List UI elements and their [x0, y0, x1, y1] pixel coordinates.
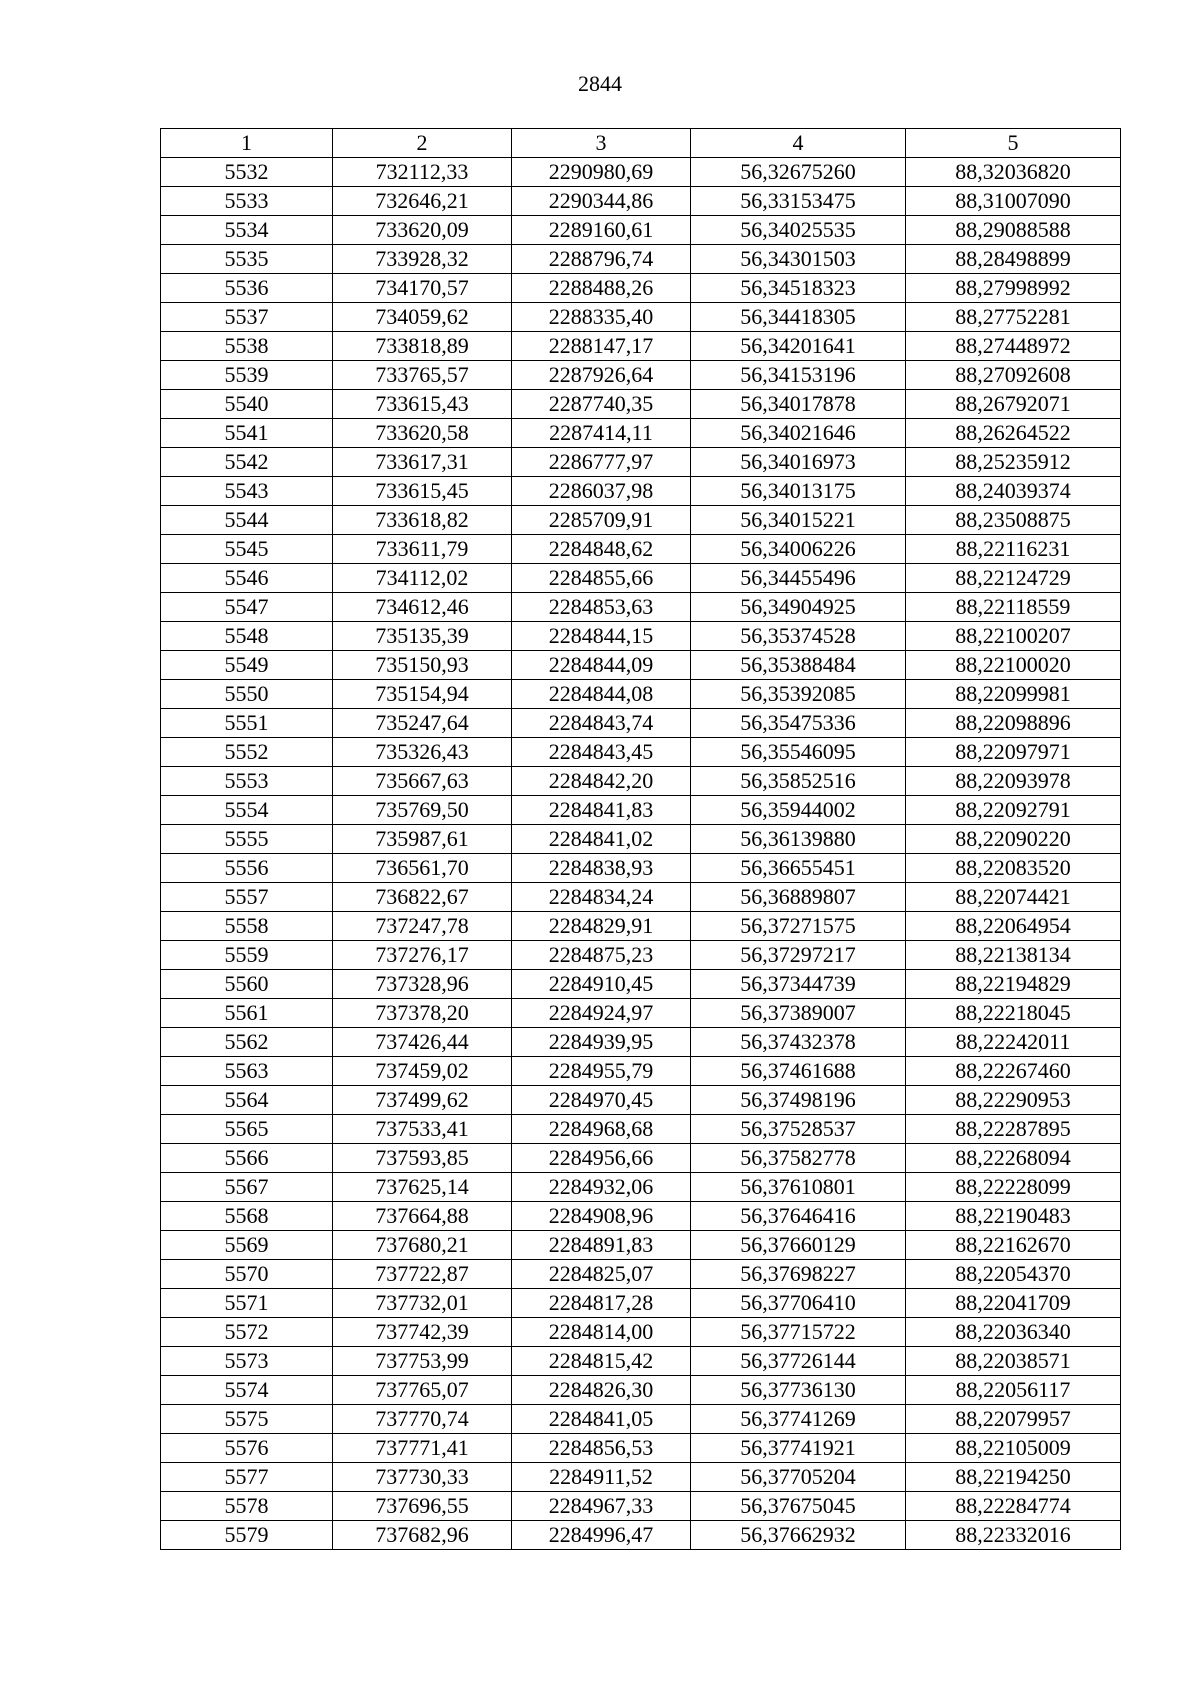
- table-cell-col-1: 5573: [161, 1347, 333, 1376]
- table-cell-col-2: 733928,32: [333, 245, 512, 274]
- table-row: [161, 1405, 1121, 1434]
- table-row: [161, 1115, 1121, 1144]
- table-cell-col-5: 88,22332016: [906, 1521, 1121, 1550]
- table-cell-col-2: 736822,67: [333, 883, 512, 912]
- table-cell-col-4: 56,37662932: [691, 1521, 906, 1550]
- table-cell-col-3: 2284853,63: [512, 593, 691, 622]
- table-cell-col-5: 88,31007090: [906, 187, 1121, 216]
- table-cell-col-4: 56,35944002: [691, 796, 906, 825]
- table-cell-col-3: 2284956,66: [512, 1144, 691, 1173]
- table-cell-col-5: 88,22041709: [906, 1289, 1121, 1318]
- table-row: [161, 825, 1121, 854]
- table-cell-col-2: 733620,09: [333, 216, 512, 245]
- table-cell-col-1: 5537: [161, 303, 333, 332]
- table-cell-col-1: 5535: [161, 245, 333, 274]
- table-cell-col-5: 88,27752281: [906, 303, 1121, 332]
- table-row: [161, 477, 1121, 506]
- table-cell-col-1: 5569: [161, 1231, 333, 1260]
- table-cell-col-1: 5565: [161, 1115, 333, 1144]
- table-cell-col-4: 56,37706410: [691, 1289, 906, 1318]
- table-cell-col-2: 733611,79: [333, 535, 512, 564]
- table-cell-col-4: 56,37660129: [691, 1231, 906, 1260]
- table-cell-col-5: 88,22287895: [906, 1115, 1121, 1144]
- table-cell-col-2: 733615,45: [333, 477, 512, 506]
- table-cell-col-4: 56,37698227: [691, 1260, 906, 1289]
- table-cell-col-1: 5543: [161, 477, 333, 506]
- table-cell-col-4: 56,37528537: [691, 1115, 906, 1144]
- table-cell-col-2: 734170,57: [333, 274, 512, 303]
- table-cell-col-4: 56,34518323: [691, 274, 906, 303]
- table-row: [161, 1318, 1121, 1347]
- table-cell-col-3: 2284932,06: [512, 1173, 691, 1202]
- table-row: [161, 361, 1121, 390]
- table-cell-col-3: 2284856,53: [512, 1434, 691, 1463]
- table-row: [161, 1202, 1121, 1231]
- table-cell-col-4: 56,35546095: [691, 738, 906, 767]
- table-cell-col-2: 735247,64: [333, 709, 512, 738]
- table-cell-col-4: 56,34015221: [691, 506, 906, 535]
- table-cell-col-2: 737426,44: [333, 1028, 512, 1057]
- table-cell-col-2: 733765,57: [333, 361, 512, 390]
- table-cell-col-5: 88,22064954: [906, 912, 1121, 941]
- table-cell-col-5: 88,22074421: [906, 883, 1121, 912]
- table-cell-col-5: 88,22194250: [906, 1463, 1121, 1492]
- table-cell-col-5: 88,22036340: [906, 1318, 1121, 1347]
- table-cell-col-1: 5544: [161, 506, 333, 535]
- table-cell-col-2: 733615,43: [333, 390, 512, 419]
- table-cell-col-5: 88,29088588: [906, 216, 1121, 245]
- table-cell-col-5: 88,22267460: [906, 1057, 1121, 1086]
- table-cell-col-1: 5550: [161, 680, 333, 709]
- table-cell-col-1: 5547: [161, 593, 333, 622]
- table-row: [161, 1289, 1121, 1318]
- table-cell-col-4: 56,34904925: [691, 593, 906, 622]
- table-cell-col-1: 5559: [161, 941, 333, 970]
- table-cell-col-1: 5574: [161, 1376, 333, 1405]
- table-cell-col-3: 2284841,02: [512, 825, 691, 854]
- table-cell-col-2: 737765,07: [333, 1376, 512, 1405]
- table-row: [161, 767, 1121, 796]
- table-cell-col-3: 2284955,79: [512, 1057, 691, 1086]
- table-cell-col-3: 2284968,68: [512, 1115, 691, 1144]
- table-cell-col-3: 2286037,98: [512, 477, 691, 506]
- table-row: [161, 564, 1121, 593]
- table-cell-col-3: 2284814,00: [512, 1318, 691, 1347]
- table-row: [161, 506, 1121, 535]
- table-row: [161, 883, 1121, 912]
- table-row: [161, 1376, 1121, 1405]
- table-cell-col-1: 5576: [161, 1434, 333, 1463]
- table-cell-col-5: 88,22284774: [906, 1492, 1121, 1521]
- table-cell-col-4: 56,37271575: [691, 912, 906, 941]
- table-cell-col-1: 5555: [161, 825, 333, 854]
- table-cell-col-4: 56,36139880: [691, 825, 906, 854]
- table-cell-col-1: 5578: [161, 1492, 333, 1521]
- table-cell-col-1: 5579: [161, 1521, 333, 1550]
- table-row: [161, 1521, 1121, 1550]
- table-cell-col-2: 737276,17: [333, 941, 512, 970]
- table-row: [161, 274, 1121, 303]
- column-header-1: 1: [161, 129, 333, 158]
- table-cell-col-5: 88,22138134: [906, 941, 1121, 970]
- table-cell-col-1: 5561: [161, 999, 333, 1028]
- table-cell-col-4: 56,37715722: [691, 1318, 906, 1347]
- table-cell-col-2: 737696,55: [333, 1492, 512, 1521]
- table-cell-col-4: 56,36889807: [691, 883, 906, 912]
- table-cell-col-3: 2284910,45: [512, 970, 691, 999]
- table-row: [161, 1347, 1121, 1376]
- table-cell-col-1: 5572: [161, 1318, 333, 1347]
- column-header-2: 2: [333, 129, 512, 158]
- table-cell-col-3: 2284834,24: [512, 883, 691, 912]
- table-cell-col-3: 2290344,86: [512, 187, 691, 216]
- table-cell-col-5: 88,28498899: [906, 245, 1121, 274]
- table-row: [161, 912, 1121, 941]
- table-cell-col-4: 56,34455496: [691, 564, 906, 593]
- table-cell-col-5: 88,22097971: [906, 738, 1121, 767]
- table-cell-col-1: 5542: [161, 448, 333, 477]
- table-row: [161, 535, 1121, 564]
- table-cell-col-5: 88,22038571: [906, 1347, 1121, 1376]
- table-cell-col-3: 2284967,33: [512, 1492, 691, 1521]
- table-cell-col-3: 2287414,11: [512, 419, 691, 448]
- table-cell-col-4: 56,37344739: [691, 970, 906, 999]
- table-row: [161, 970, 1121, 999]
- table-row: [161, 1463, 1121, 1492]
- table-cell-col-1: 5564: [161, 1086, 333, 1115]
- table-cell-col-3: 2284875,23: [512, 941, 691, 970]
- table-cell-col-3: 2289160,61: [512, 216, 691, 245]
- table-cell-col-3: 2284841,05: [512, 1405, 691, 1434]
- table-cell-col-1: 5532: [161, 158, 333, 187]
- table-cell-col-1: 5575: [161, 1405, 333, 1434]
- table-cell-col-3: 2285709,91: [512, 506, 691, 535]
- table-cell-col-2: 737771,41: [333, 1434, 512, 1463]
- table-header: [161, 129, 1121, 158]
- table-row: [161, 332, 1121, 361]
- table-cell-col-2: 733620,58: [333, 419, 512, 448]
- table-cell-col-3: 2284844,08: [512, 680, 691, 709]
- table-cell-col-3: 2284825,07: [512, 1260, 691, 1289]
- table-cell-col-1: 5545: [161, 535, 333, 564]
- table-row: [161, 245, 1121, 274]
- table-cell-col-4: 56,34017878: [691, 390, 906, 419]
- table-cell-col-4: 56,34418305: [691, 303, 906, 332]
- table-cell-col-4: 56,34006226: [691, 535, 906, 564]
- table-row: [161, 1260, 1121, 1289]
- table-cell-col-4: 56,35374528: [691, 622, 906, 651]
- table-cell-col-3: 2284826,30: [512, 1376, 691, 1405]
- table-cell-col-1: 5571: [161, 1289, 333, 1318]
- table-cell-col-2: 734059,62: [333, 303, 512, 332]
- table-cell-col-4: 56,33153475: [691, 187, 906, 216]
- table-cell-col-4: 56,34021646: [691, 419, 906, 448]
- table-cell-col-5: 88,22268094: [906, 1144, 1121, 1173]
- table-cell-col-5: 88,22056117: [906, 1376, 1121, 1405]
- table-row: [161, 1057, 1121, 1086]
- table-cell-col-1: 5533: [161, 187, 333, 216]
- table-cell-col-2: 737732,01: [333, 1289, 512, 1318]
- table-cell-col-5: 88,22105009: [906, 1434, 1121, 1463]
- table-cell-col-4: 56,37646416: [691, 1202, 906, 1231]
- table-cell-col-2: 737247,78: [333, 912, 512, 941]
- table-cell-col-3: 2284843,45: [512, 738, 691, 767]
- table-row: [161, 1086, 1121, 1115]
- table-cell-col-3: 2284924,97: [512, 999, 691, 1028]
- table-cell-col-2: 737593,85: [333, 1144, 512, 1173]
- table-cell-col-5: 88,22242011: [906, 1028, 1121, 1057]
- table-row: [161, 622, 1121, 651]
- page-number: 2844: [578, 71, 622, 96]
- table-cell-col-5: 88,32036820: [906, 158, 1121, 187]
- table-cell-col-3: 2287740,35: [512, 390, 691, 419]
- table-cell-col-4: 56,34301503: [691, 245, 906, 274]
- table-cell-col-3: 2288488,26: [512, 274, 691, 303]
- table-cell-col-5: 88,22118559: [906, 593, 1121, 622]
- table-cell-col-5: 88,22090220: [906, 825, 1121, 854]
- table-cell-col-1: 5554: [161, 796, 333, 825]
- table-cell-col-2: 737499,62: [333, 1086, 512, 1115]
- table-cell-col-5: 88,22100207: [906, 622, 1121, 651]
- table-cell-col-1: 5546: [161, 564, 333, 593]
- table-cell-col-2: 733617,31: [333, 448, 512, 477]
- table-cell-col-1: 5548: [161, 622, 333, 651]
- table-row: [161, 1028, 1121, 1057]
- table-row: [161, 303, 1121, 332]
- table-cell-col-3: 2284970,45: [512, 1086, 691, 1115]
- table-cell-col-5: 88,22098896: [906, 709, 1121, 738]
- table-cell-col-5: 88,27092608: [906, 361, 1121, 390]
- table-cell-col-2: 737625,14: [333, 1173, 512, 1202]
- table-cell-col-3: 2290980,69: [512, 158, 691, 187]
- table-cell-col-5: 88,22099981: [906, 680, 1121, 709]
- table-cell-col-4: 56,35392085: [691, 680, 906, 709]
- table-cell-col-5: 88,22162670: [906, 1231, 1121, 1260]
- column-header-3: 3: [512, 129, 691, 158]
- table-cell-col-2: 735326,43: [333, 738, 512, 767]
- table-cell-col-3: 2287926,64: [512, 361, 691, 390]
- table-cell-col-2: 735769,50: [333, 796, 512, 825]
- table-row: [161, 1434, 1121, 1463]
- table-cell-col-4: 56,37610801: [691, 1173, 906, 1202]
- table-cell-col-2: 737753,99: [333, 1347, 512, 1376]
- table-cell-col-3: 2284829,91: [512, 912, 691, 941]
- table-cell-col-3: 2284855,66: [512, 564, 691, 593]
- table-row: [161, 651, 1121, 680]
- table-cell-col-4: 56,37297217: [691, 941, 906, 970]
- table-cell-col-4: 56,37741269: [691, 1405, 906, 1434]
- table-cell-col-4: 56,37498196: [691, 1086, 906, 1115]
- table-cell-col-4: 56,34013175: [691, 477, 906, 506]
- table-cell-col-1: 5536: [161, 274, 333, 303]
- table-cell-col-2: 737328,96: [333, 970, 512, 999]
- table-cell-col-2: 737682,96: [333, 1521, 512, 1550]
- table-cell-col-1: 5556: [161, 854, 333, 883]
- header-row: [161, 129, 1121, 158]
- table-cell-col-4: 56,34025535: [691, 216, 906, 245]
- table-cell-col-2: 735987,61: [333, 825, 512, 854]
- table-row: [161, 709, 1121, 738]
- table-row: [161, 999, 1121, 1028]
- table-cell-col-4: 56,32675260: [691, 158, 906, 187]
- table-cell-col-1: 5562: [161, 1028, 333, 1057]
- table-cell-col-4: 56,37389007: [691, 999, 906, 1028]
- table-cell-col-2: 737722,87: [333, 1260, 512, 1289]
- table-cell-col-5: 88,22124729: [906, 564, 1121, 593]
- table-cell-col-1: 5539: [161, 361, 333, 390]
- table-cell-col-1: 5534: [161, 216, 333, 245]
- table-cell-col-3: 2284841,83: [512, 796, 691, 825]
- table-cell-col-5: 88,22194829: [906, 970, 1121, 999]
- table-row: [161, 738, 1121, 767]
- column-header-4: 4: [691, 129, 906, 158]
- table-cell-col-3: 2284844,15: [512, 622, 691, 651]
- table-row: [161, 680, 1121, 709]
- table-cell-col-5: 88,27448972: [906, 332, 1121, 361]
- table-cell-col-4: 56,35852516: [691, 767, 906, 796]
- table-cell-col-3: 2284996,47: [512, 1521, 691, 1550]
- table-cell-col-3: 2288796,74: [512, 245, 691, 274]
- table-cell-col-2: 733618,82: [333, 506, 512, 535]
- table-cell-col-2: 735150,93: [333, 651, 512, 680]
- table-cell-col-2: 737770,74: [333, 1405, 512, 1434]
- table-cell-col-1: 5563: [161, 1057, 333, 1086]
- table-cell-col-4: 56,34201641: [691, 332, 906, 361]
- table-cell-col-2: 737742,39: [333, 1318, 512, 1347]
- table-cell-col-5: 88,22228099: [906, 1173, 1121, 1202]
- table-cell-col-1: 5567: [161, 1173, 333, 1202]
- table-cell-col-3: 2284838,93: [512, 854, 691, 883]
- table-row: [161, 158, 1121, 187]
- table-cell-col-1: 5549: [161, 651, 333, 680]
- table-cell-col-1: 5568: [161, 1202, 333, 1231]
- table-cell-col-3: 2288335,40: [512, 303, 691, 332]
- table-cell-col-1: 5560: [161, 970, 333, 999]
- table-row: [161, 593, 1121, 622]
- table-cell-col-3: 2284891,83: [512, 1231, 691, 1260]
- table-cell-col-4: 56,37726144: [691, 1347, 906, 1376]
- table-row: [161, 1492, 1121, 1521]
- table-row: [161, 1231, 1121, 1260]
- table-cell-col-5: 88,22190483: [906, 1202, 1121, 1231]
- table-cell-col-5: 88,23508875: [906, 506, 1121, 535]
- table-cell-col-1: 5538: [161, 332, 333, 361]
- table-cell-col-2: 735135,39: [333, 622, 512, 651]
- table-cell-col-5: 88,22290953: [906, 1086, 1121, 1115]
- table-cell-col-3: 2288147,17: [512, 332, 691, 361]
- table-cell-col-4: 56,37675045: [691, 1492, 906, 1521]
- table-cell-col-5: 88,26264522: [906, 419, 1121, 448]
- table-cell-col-5: 88,22218045: [906, 999, 1121, 1028]
- table-cell-col-3: 2284911,52: [512, 1463, 691, 1492]
- table-cell-col-1: 5577: [161, 1463, 333, 1492]
- table-cell-col-5: 88,22093978: [906, 767, 1121, 796]
- table-cell-col-4: 56,37705204: [691, 1463, 906, 1492]
- table-cell-col-2: 734612,46: [333, 593, 512, 622]
- table-cell-col-1: 5557: [161, 883, 333, 912]
- table-cell-col-2: 737378,20: [333, 999, 512, 1028]
- table-row: [161, 216, 1121, 245]
- table-cell-col-5: 88,22079957: [906, 1405, 1121, 1434]
- column-header-5: 5: [906, 129, 1121, 158]
- table-cell-col-2: 737680,21: [333, 1231, 512, 1260]
- table-cell-col-3: 2284939,95: [512, 1028, 691, 1057]
- table-cell-col-3: 2286777,97: [512, 448, 691, 477]
- table-cell-col-2: 733818,89: [333, 332, 512, 361]
- table-cell-col-4: 56,36655451: [691, 854, 906, 883]
- table-cell-col-3: 2284844,09: [512, 651, 691, 680]
- table-cell-col-1: 5570: [161, 1260, 333, 1289]
- table-cell-col-3: 2284843,74: [512, 709, 691, 738]
- table-cell-col-1: 5553: [161, 767, 333, 796]
- table-cell-col-1: 5558: [161, 912, 333, 941]
- table-row: [161, 941, 1121, 970]
- table-cell-col-5: 88,22116231: [906, 535, 1121, 564]
- table-cell-col-2: 732646,21: [333, 187, 512, 216]
- table-row: [161, 1173, 1121, 1202]
- table-row: [161, 419, 1121, 448]
- table-cell-col-2: 737664,88: [333, 1202, 512, 1231]
- table-cell-col-3: 2284815,42: [512, 1347, 691, 1376]
- table-cell-col-4: 56,37741921: [691, 1434, 906, 1463]
- table-cell-col-1: 5541: [161, 419, 333, 448]
- table-cell-col-3: 2284842,20: [512, 767, 691, 796]
- table-cell-col-3: 2284848,62: [512, 535, 691, 564]
- table-cell-col-4: 56,35388484: [691, 651, 906, 680]
- coordinates-table: [160, 128, 1121, 1550]
- table-cell-col-4: 56,37736130: [691, 1376, 906, 1405]
- table-cell-col-4: 56,37461688: [691, 1057, 906, 1086]
- table-cell-col-4: 56,37432378: [691, 1028, 906, 1057]
- table-cell-col-5: 88,27998992: [906, 274, 1121, 303]
- table-cell-col-4: 56,34153196: [691, 361, 906, 390]
- table-row: [161, 854, 1121, 883]
- table-row: [161, 1144, 1121, 1173]
- table-cell-col-1: 5552: [161, 738, 333, 767]
- table-cell-col-5: 88,22054370: [906, 1260, 1121, 1289]
- table-cell-col-1: 5566: [161, 1144, 333, 1173]
- table-cell-col-1: 5540: [161, 390, 333, 419]
- table-cell-col-5: 88,22100020: [906, 651, 1121, 680]
- table-cell-col-2: 735154,94: [333, 680, 512, 709]
- table-cell-col-2: 737533,41: [333, 1115, 512, 1144]
- table-cell-col-2: 735667,63: [333, 767, 512, 796]
- table-row: [161, 390, 1121, 419]
- table-cell-col-2: 736561,70: [333, 854, 512, 883]
- table-cell-col-2: 734112,02: [333, 564, 512, 593]
- table-row: [161, 796, 1121, 825]
- table-cell-col-3: 2284908,96: [512, 1202, 691, 1231]
- table-cell-col-4: 56,37582778: [691, 1144, 906, 1173]
- table-cell-col-2: 737730,33: [333, 1463, 512, 1492]
- table-row: [161, 448, 1121, 477]
- table-cell-col-3: 2284817,28: [512, 1289, 691, 1318]
- table-body: [161, 158, 1121, 1550]
- table-cell-col-4: 56,35475336: [691, 709, 906, 738]
- table-cell-col-5: 88,25235912: [906, 448, 1121, 477]
- table-cell-col-4: 56,34016973: [691, 448, 906, 477]
- table-cell-col-5: 88,24039374: [906, 477, 1121, 506]
- table-cell-col-5: 88,22092791: [906, 796, 1121, 825]
- table-cell-col-2: 732112,33: [333, 158, 512, 187]
- table-cell-col-2: 737459,02: [333, 1057, 512, 1086]
- table-row: [161, 187, 1121, 216]
- table-cell-col-5: 88,26792071: [906, 390, 1121, 419]
- table-cell-col-5: 88,22083520: [906, 854, 1121, 883]
- table-cell-col-1: 5551: [161, 709, 333, 738]
